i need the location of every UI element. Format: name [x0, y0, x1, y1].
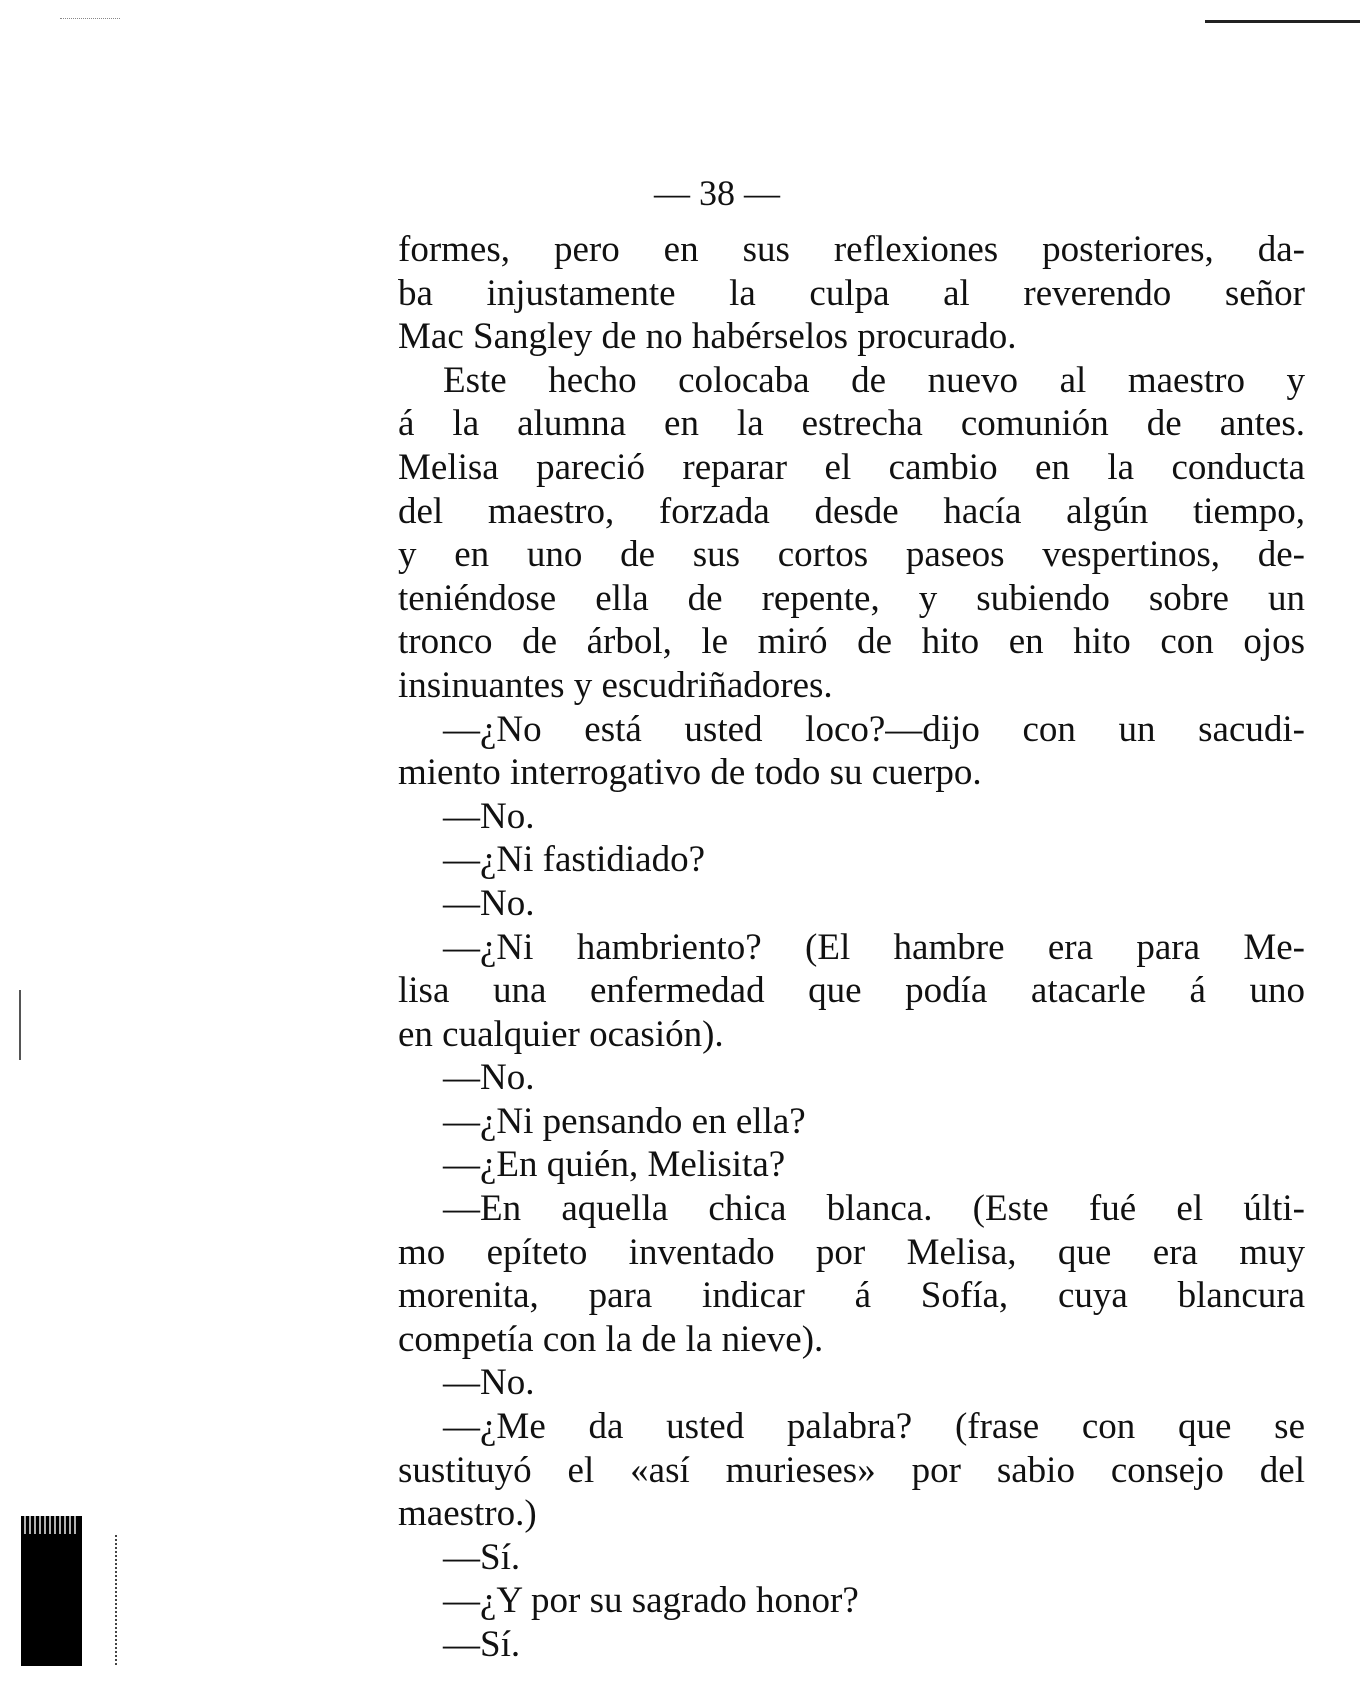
text-line: lisa una enfermedad que podía atacarle á uno	[398, 970, 1305, 1012]
text-line: del maestro, forzada desde hacía algún tiempo,	[398, 490, 1305, 532]
text-line: —¿Me da usted palabra? (frase con que se	[443, 1406, 1305, 1448]
text-line: ba injustamente la culpa al reverendo señor	[398, 272, 1305, 314]
text-line: —No.	[443, 795, 535, 837]
text-line: teniéndose ella de repente, y subiendo sobre un	[398, 577, 1305, 619]
text-line: —¿Ni hambriento? (El hambre era para Me-	[443, 926, 1305, 968]
text-line: tronco de árbol, le miró de hito en hito con ojos	[398, 621, 1305, 663]
text-line: competía con la de la nieve).	[398, 1318, 824, 1360]
text-line: á la alumna en la estrecha comunión de antes.	[398, 403, 1305, 445]
text-line: —¿En quién, Melisita?	[443, 1144, 786, 1186]
page-number: — 38 —	[654, 173, 780, 213]
text-line: —Sí.	[443, 1536, 521, 1578]
text-line: Mac Sangley de no habérselos procurado.	[398, 316, 1017, 358]
text-line: y en uno de sus cortos paseos vespertinos, de-	[398, 534, 1305, 576]
text-line: —No.	[443, 1057, 535, 1099]
text-line: —¿Y por su sagrado honor?	[443, 1580, 859, 1622]
scan-artifact-black-bar	[21, 1516, 82, 1666]
text-line: —No.	[443, 1362, 535, 1404]
text-line: insinuantes y escudriñadores.	[398, 664, 833, 706]
text-line: miento interrogativo de todo su cuerpo.	[398, 752, 982, 794]
text-line: Este hecho colocaba de nuevo al maestro y	[443, 359, 1305, 401]
text-line: Melisa pareció reparar el cambio en la conducta	[398, 446, 1305, 488]
text-line: morenita, para indicar á Sofía, cuya blancura	[398, 1275, 1305, 1317]
text-line: mo epíteto inventado por Melisa, que era muy	[398, 1231, 1305, 1273]
text-line: —En aquella chica blanca. (Este fué el últi-	[443, 1188, 1305, 1230]
body-text	[398, 228, 1305, 1667]
text-line: formes, pero en sus reflexiones posteriores, da-	[398, 229, 1305, 270]
text-line: —¿No está usted loco?—dijo con un sacudi-	[443, 708, 1305, 750]
text-line: en cualquier ocasión).	[398, 1013, 724, 1055]
scan-artifact-rule	[1205, 20, 1360, 23]
scan-artifact-noise	[21, 1516, 78, 1534]
scan-artifact-specks	[115, 1535, 120, 1665]
scan-artifact-edge	[19, 990, 21, 1060]
text-line: maestro.)	[398, 1493, 537, 1535]
text-line: —¿Ni pensando en ella?	[443, 1100, 806, 1142]
text-line: sustituyó el «así murieses» por sabio consejo del	[398, 1449, 1305, 1491]
text-line: —Sí.	[443, 1624, 521, 1665]
scan-artifact-dots	[60, 18, 120, 20]
text-line: —No.	[443, 882, 535, 924]
text-line: —¿Ni fastidiado?	[443, 839, 705, 881]
